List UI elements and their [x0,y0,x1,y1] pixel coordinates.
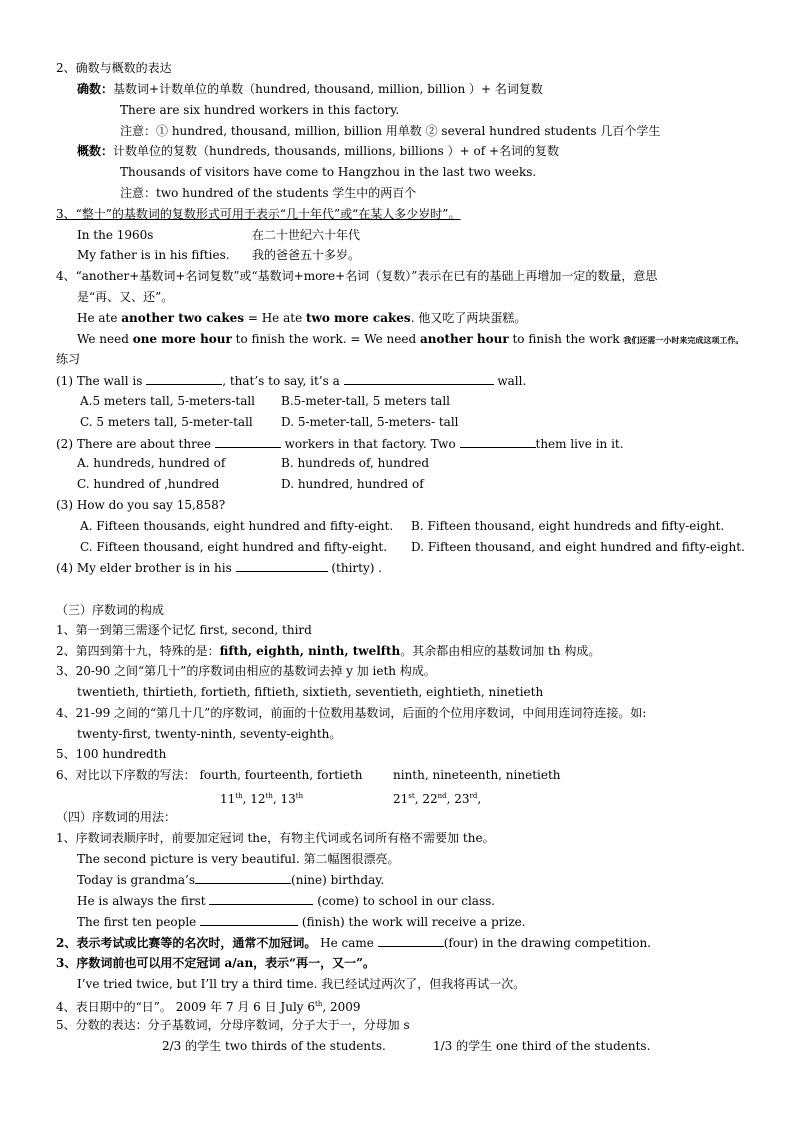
ou2-blank[interactable] [378,935,444,947]
question-4 [56,560,382,576]
section-4-line-1: 4、“another+基数词+名词复数”或“基数词+more+名词（复数）”表示在已有的基础上再增加一定的数量，意思 [56,269,658,283]
q2-text: them live in it. [535,437,624,451]
s4-ex1-part: = He ate [244,311,306,325]
section-2-title: 2、确数与概数的表达 [56,61,172,75]
ordinal-use-1: 1、序数词表顺序时，前要加定冠词 the，有物主代词或名词所有格不需要加 the。 [56,831,495,845]
of2-bold: fifth, eighth, ninth, twelfth [219,644,401,658]
practice-title: 练习 [56,352,81,366]
ordinal-use-1-ex1: The second picture is very beautiful. 第二幅图很漂亮。 [77,852,400,866]
ex2-blank[interactable] [195,872,291,884]
approx-label: 概数： [77,144,114,158]
num: , 12 [242,792,266,806]
ordinal-use-5-ex2: 1/3 的学生 one third of the students. [433,1039,651,1053]
question-2 [56,436,624,452]
num: , 22 [414,792,438,806]
q1-option-c[interactable]: C. 5 meters tall, 5-meter-tall [80,415,253,429]
ou2-text: (four) in the drawing competition. [443,936,651,950]
ordinal-use-1-ex2 [77,872,384,888]
s4-example-2 [77,332,743,348]
suffix: th [295,792,304,800]
ordinal-form-3: 3、20-90 之间“第几十”的序数词由相应的基数词去掉 y 加 ieth 构成。 [56,664,436,678]
ordinal-form-5: 5、100 hundredth [56,747,167,761]
s4-ex2-cn: 我们还需一小时来完成这项工作。 [623,335,744,345]
ex4-blank[interactable] [200,914,298,926]
q3-option-a[interactable]: A. Fifteen thousands, eight hundred and fifty-eight. [80,519,394,533]
suffix: nd [437,792,447,800]
q2-option-c[interactable]: C. hundred of ,hundred [77,477,220,491]
s4-ex2-bold: another hour [419,332,509,346]
q4-blank[interactable] [236,560,328,572]
suffix: st [408,792,415,800]
ordinal-form-3-examples: twentieth, thirtieth, fortieth, fiftieth, sixtieth, seventieth, eightieth, ninetieth [77,685,544,699]
s4-ex1-bold: another two cakes [121,311,245,325]
ordinal-form-6: 6、对比以下序数的写法： fourth, fourteenth, fortieth [56,768,363,782]
q2-option-d[interactable]: D. hundred, hundred of [281,477,424,491]
ex-text: (finish) the work will receive a prize. [298,915,526,929]
ou4-suffix: th [315,1000,323,1008]
s4-ex2-part: to finish the work. = We need [231,332,420,346]
q4-text: (thirty) . [327,561,383,575]
q3-option-d[interactable]: D. Fifteen thousand, and eight hundred and fifty-eight. [411,540,745,554]
q1-option-d[interactable]: D. 5-meter-tall, 5-meters- tall [281,415,459,429]
exact-number-rule [77,82,543,97]
q2-blank-2[interactable] [460,436,536,448]
approx-example: Thousands of visitors have come to Hangzhou in the last two weeks. [120,165,537,179]
ordinal-use-title: （四）序数词的用法： [56,810,177,824]
ordinal-form-6-c [220,789,303,807]
q2-text: (2) There are about three [56,437,215,451]
s3-example-1-en: In the 1960s [77,228,154,242]
s4-ex2-bold: one more hour [132,332,232,346]
num: 21 [393,792,409,806]
of2-text: 。其余都由相应的基数词加 th 构成。 [400,644,601,658]
s3-example-2-en: My father is in his fifties. [77,248,230,262]
s4-ex2-part: to finish the work [508,332,624,346]
ou4-text: , 2009 [322,1000,361,1014]
q2-text: workers in that factory. Two [280,437,460,451]
ordinal-form-title: （三）序数词的构成 [56,603,165,617]
ordinal-form-2 [56,644,600,659]
s4-ex1-part: . 他又吃了两块蛋糕。 [410,311,527,325]
ordinal-form-6-b: ninth, nineteenth, ninetieth [393,768,561,782]
s4-example-1 [77,311,526,326]
num: , [477,792,482,806]
exact-example: There are six hundred workers in this factory. [120,103,400,117]
s4-ex2-part: We need [77,332,133,346]
q3-option-b[interactable]: B. Fifteen thousand, eight hundreds and fifty-eight. [411,519,725,533]
note-1: 注意：① hundred, thousand, million, billion 用单数 ② several hundred students 几百个学生 [120,124,661,138]
q1-option-b[interactable]: B.5-meter-tall, 5 meters tall [281,394,451,408]
ex-text: (come) to school in our class. [313,894,496,908]
of2-text: 2、第四到第十九，特殊的是： [56,644,220,658]
suffix: th [265,792,273,800]
ou2-text: He came [316,936,378,950]
ex-text: Today is grandma’s [77,873,196,887]
suffix: th [235,792,243,800]
ordinal-use-4 [56,997,361,1015]
q2-option-a[interactable]: A. hundreds, hundred of [77,456,226,470]
q1-text: (1) The wall is [56,374,147,388]
suffix: rd [469,792,478,800]
question-3: (3) How do you say 15,858? [56,498,226,512]
ordinal-use-3: 3、序数词前也可以用不定冠词 a/an，表示“再一，又一”。 [56,956,375,970]
approx-number-rule [77,144,559,159]
q1-text: , that’s to say, it’s a [222,374,344,388]
note-2: 注意：two hundred of the students 学生中的两百个 [120,186,417,200]
s3-example-2-cn: 我的爸爸五十多岁。 [252,248,361,262]
approx-rule-text: 计数单位的复数（hundreds, thousands, millions, billions ）+ of +名词的复数 [113,144,560,158]
ex-text: (nine) birthday. [291,873,385,887]
s3-example-1-cn: 在二十世纪六十年代 [252,228,361,242]
section-3-title: 3、“整十”的基数词的复数形式可用于表示“几十年代”或“在某人多少岁时”。 [56,207,461,221]
num: 11 [220,792,236,806]
exact-rule-text: 基数词+计数单位的单数（hundred, thousand, million, billion ）+ 名词复数 [113,82,543,96]
q4-text: (4) My elder brother is in his [56,561,236,575]
ex-text: The first ten people [77,915,201,929]
ordinal-use-5: 5、分数的表达：分子基数词，分母序数词，分子大于一，分母加 s [56,1018,410,1032]
question-1 [56,373,526,389]
num: , 23 [446,792,470,806]
ou4-text: 4、表日期中的“日”。 2009 年 7 月 6 日 July 6 [56,1000,316,1014]
num: , 13 [272,792,296,806]
q1-blank-1[interactable] [146,373,222,385]
ou2-bold: 2、表示考试或比赛等的名次时，通常不加冠词。 [56,936,317,950]
q1-blank-2[interactable] [344,373,494,385]
exact-label: 确数： [77,82,114,96]
ordinal-use-1-ex3 [77,893,495,909]
ex3-blank[interactable] [209,893,313,905]
ex-text: He is always the first [77,894,210,908]
q2-blank-1[interactable] [215,436,281,448]
q2-option-b[interactable]: B. hundreds of, hundred [281,456,430,470]
q1-option-a[interactable]: A.5 meters tall, 5-meters-tall [80,394,256,408]
ordinal-form-4: 4、21-99 之间的“第几十几”的序数词，前面的十位数用基数词，后面的个位用序数词，中间用连词符连接。如: [56,706,647,720]
ordinal-use-1-ex4 [77,914,526,930]
ordinal-form-6-d [393,789,481,807]
q1-text: wall. [493,374,527,388]
ordinal-form-4-examples: twenty-first, twenty-ninth, seventy-eighth。 [77,727,342,741]
ordinal-use-2 [56,935,651,951]
section-4-line-2: 是“再、又、还”。 [77,290,174,304]
s4-ex1-part: He ate [77,311,122,325]
ordinal-form-1: 1、第一到第三需逐个记忆 first, second, third [56,623,312,637]
ordinal-use-5-ex1: 2/3 的学生 two thirds of the students. [162,1039,386,1053]
ordinal-use-3-ex: I’ve tried twice, but I’ll try a third time. 我已经试过两次了，但我将再试一次。 [77,977,526,991]
s4-ex1-bold: two more cakes [306,311,411,325]
q3-option-c[interactable]: C. Fifteen thousand, eight hundred and fifty-eight. [80,540,388,554]
